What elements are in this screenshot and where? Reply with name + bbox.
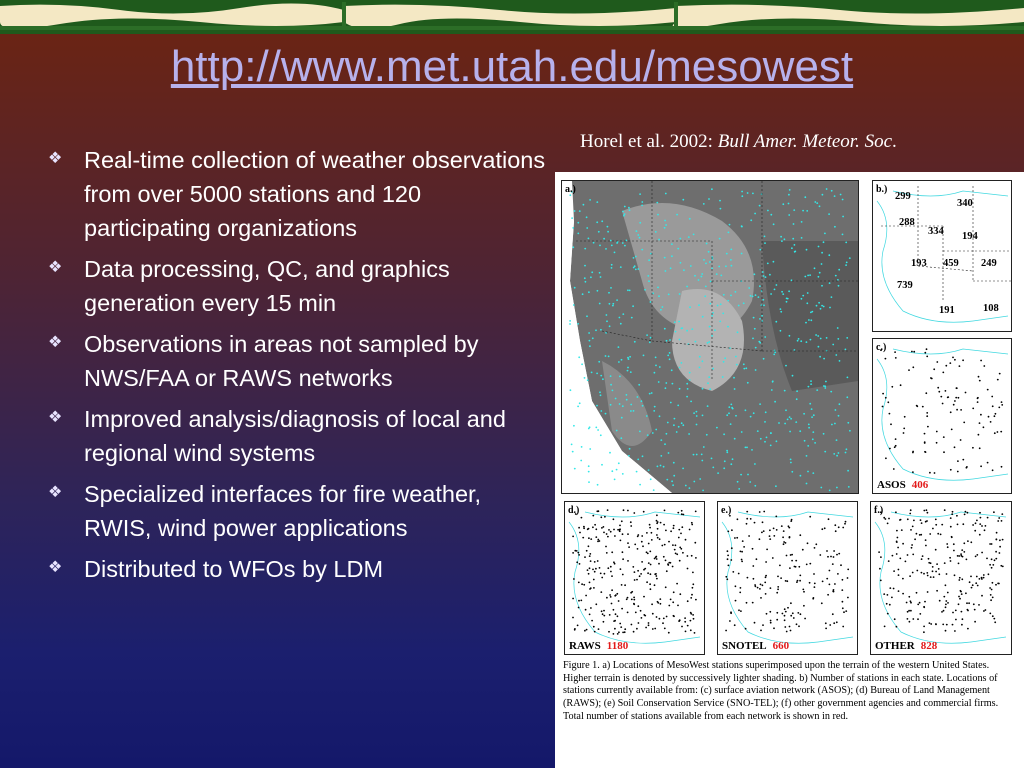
citation-suffix: . [892, 131, 897, 152]
bullet-item [48, 327, 548, 395]
diamond-bullet-icon: ❖ [48, 484, 63, 501]
state-count: 334 [928, 226, 944, 237]
citation-authors: Horel et al. 2002: [580, 131, 718, 152]
panel-d-map [565, 502, 704, 654]
state-count: 459 [943, 258, 959, 269]
panel-d-network [569, 640, 628, 652]
citation [580, 131, 897, 153]
bullet-item [48, 143, 548, 245]
panel-d-label: d.) [568, 505, 580, 516]
terrain-map-image [562, 181, 858, 493]
panel-c-network [877, 479, 928, 491]
panel-e-snotel [717, 501, 858, 655]
bullet-list [48, 143, 548, 593]
panel-c-map [873, 339, 1011, 493]
state-count: 194 [962, 231, 978, 242]
bullet-text: Real-time collection of weather observations from over 5000 stations and 120 participating organizations [84, 147, 546, 241]
panel-c-asos [872, 338, 1012, 494]
diamond-bullet-icon: ❖ [48, 150, 63, 167]
network-count: 660 [772, 640, 790, 652]
bullet-text: Improved analysis/diagnosis of local and regional wind systems [84, 406, 506, 466]
citation-journal: Bull Amer. Meteor. Soc [717, 131, 893, 152]
network-name: ASOS [877, 479, 906, 491]
decorative-top-border [0, 0, 1024, 34]
panel-a-terrain-map [561, 180, 859, 494]
bullet-item [48, 402, 548, 470]
state-count: 249 [981, 258, 997, 269]
diamond-bullet-icon: ❖ [48, 559, 63, 576]
bullet-text: Specialized interfaces for fire weather, RWIS, wind power applications [84, 481, 482, 541]
panel-e-network [722, 640, 789, 652]
mesowest-figure [555, 172, 1024, 768]
network-name: RAWS [569, 640, 601, 652]
state-count: 340 [957, 198, 973, 209]
network-name: OTHER [875, 640, 915, 652]
panel-f-map [871, 502, 1011, 654]
panel-e-label: e.) [721, 505, 732, 516]
network-count: 1180 [606, 640, 629, 652]
slide-title[interactable]: http://www.met.utah.edu/mesowest [170, 42, 854, 91]
bullet-text: Distributed to WFOs by LDM [84, 556, 384, 582]
state-count: 288 [899, 217, 915, 228]
diamond-bullet-icon: ❖ [48, 334, 63, 351]
panel-c-label: c.) [876, 342, 887, 353]
diamond-bullet-icon: ❖ [48, 409, 63, 426]
bullet-item [48, 477, 548, 545]
panel-f-other [870, 501, 1012, 655]
panel-e-map [718, 502, 857, 654]
diamond-bullet-icon: ❖ [48, 259, 63, 276]
panel-f-network [875, 640, 937, 652]
network-name: SNOTEL [722, 640, 767, 652]
figure-caption: Figure 1. a) Locations of MesoWest stations superimposed upon the terrain of the western United States. Higher terrain is denoted by successively lighter shading. b) Number of stations in each state. Locations of stations currently available from: (c) surface aviation network (ASOS); (d) Bureau of Land Management (RAWS); (e) Soil Conservation Service (SNO-TEL); (f) other government agencies and commercial firms. Total number of stations available from each network is shown in red. [563, 660, 999, 722]
network-count: 828 [920, 640, 938, 652]
panel-f-label: f.) [874, 505, 884, 516]
state-count: 191 [939, 305, 955, 316]
state-count: 193 [911, 258, 927, 269]
bullet-item [48, 252, 548, 320]
bullet-text: Data processing, QC, and graphics generation every 15 min [84, 256, 450, 316]
panel-a-label: a.) [565, 184, 576, 195]
state-count: 108 [983, 303, 999, 314]
state-count: 739 [897, 280, 913, 291]
panel-b-state-counts [872, 180, 1012, 332]
network-count: 406 [911, 479, 929, 491]
panel-b-label: b.) [876, 184, 888, 195]
state-count: 299 [895, 191, 911, 202]
bullet-text: Observations in areas not sampled by NWS/FAA or RAWS networks [84, 331, 479, 391]
bullet-item [48, 552, 548, 586]
panel-d-raws [564, 501, 705, 655]
